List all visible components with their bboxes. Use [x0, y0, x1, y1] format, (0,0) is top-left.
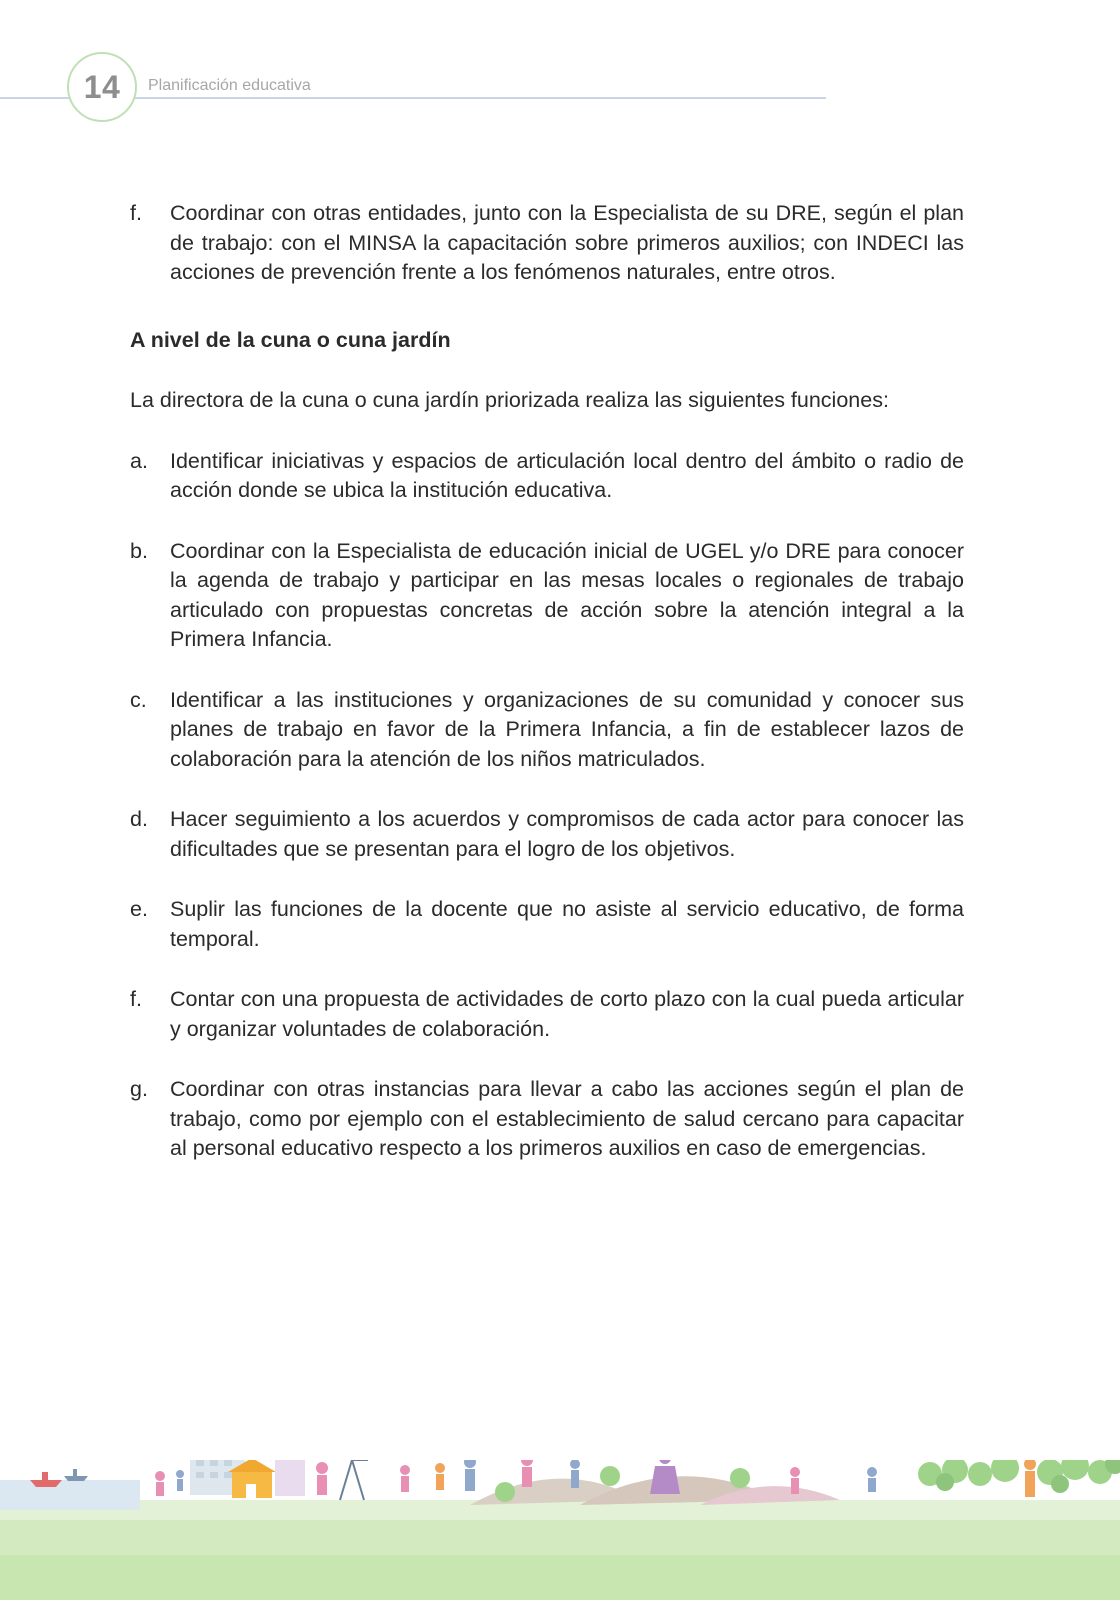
- list-item-a: [130, 447, 964, 506]
- section-heading: A nivel de la cuna o cuna jardín: [130, 327, 451, 352]
- list-item-letter: a.: [130, 448, 148, 473]
- list-item-letter: f.: [130, 201, 142, 225]
- grass-foreground: [0, 1555, 1120, 1600]
- list-item-continued-f: [130, 199, 964, 288]
- list-item-e: [130, 895, 964, 954]
- list-item-text: Coordinar con otras entidades, junto con la Especialista de su DRE, según el plan de trabajo: con el MINSA la capacitación sobre primeros auxilios; con INDECI las acciones de prevención frente a los fenómenos naturales, entre otros.: [170, 201, 964, 284]
- footer-landscape-illustration: [0, 1460, 1120, 1600]
- page-number: 14: [83, 68, 121, 105]
- landscape-illustration: [0, 1460, 1120, 1600]
- list-item-letter: d.: [130, 807, 148, 831]
- list-item-letter: b.: [130, 538, 148, 563]
- list-item-text: Identificar iniciativas y espacios de articulación local dentro del ámbito o radio de acción donde se ubica la institución educativa.: [170, 448, 964, 502]
- list-item-b: [130, 537, 964, 655]
- running-title: Planificación educativa: [148, 77, 311, 94]
- water: [0, 1480, 140, 1510]
- list-item-text: Identificar a las instituciones y organizaciones de su comunidad y conocer sus planes de trabajo en favor de la Primera Infancia, a fin de establecer lazos de colaboración para la atención de los niños matriculados.: [170, 687, 964, 771]
- list-item-letter: c.: [130, 687, 147, 712]
- list-item-text: Hacer seguimiento a los acuerdos y compromisos de cada actor para conocer las dificultades que se presentan para el logro de los objetivos.: [170, 807, 964, 861]
- list-item-letter: e.: [130, 897, 148, 921]
- swing-icon: [340, 1460, 368, 1500]
- list-item-text: Contar con una propuesta de actividades de corto plazo con la cual pueda articular y organizar voluntades de colaboración.: [170, 987, 964, 1041]
- list-item-text: Coordinar con otras instancias para llevar a cabo las acciones según el plan de trabajo, como por ejemplo con el establecimiento de salud cercano para capacitar al personal educativo respecto a los primeros auxilios en caso de emergencias.: [170, 1077, 964, 1160]
- list-item-g: [130, 1075, 964, 1164]
- boat-icon: [30, 1472, 62, 1487]
- list-item-c: [130, 686, 964, 775]
- boat-icon: [64, 1469, 88, 1481]
- list-item-text: Coordinar con la Especialista de educación inicial de UGEL y/o DRE para conocer la agenda de trabajo y participar en las mesas locales o regionales de trabajo articulado con propuestas concretas de acción sobre la atención integral a la Primera Infancia.: [170, 538, 964, 651]
- building: [275, 1460, 305, 1496]
- page-content: [130, 199, 964, 1164]
- list-item-letter: f.: [130, 987, 142, 1011]
- list-item-text: Suplir las funciones de la docente que no asiste al servicio educativo, de forma temporal.: [170, 897, 964, 951]
- section-intro: La directora de la cuna o cuna jardín priorizada realiza las siguientes funciones:: [130, 388, 889, 412]
- page-number-badge: [67, 52, 137, 122]
- people-figures: [650, 1460, 680, 1494]
- list-item-f: [130, 985, 964, 1044]
- page-header: [0, 0, 1120, 130]
- list-item-d: [130, 805, 964, 864]
- list-item-letter: g.: [130, 1077, 148, 1101]
